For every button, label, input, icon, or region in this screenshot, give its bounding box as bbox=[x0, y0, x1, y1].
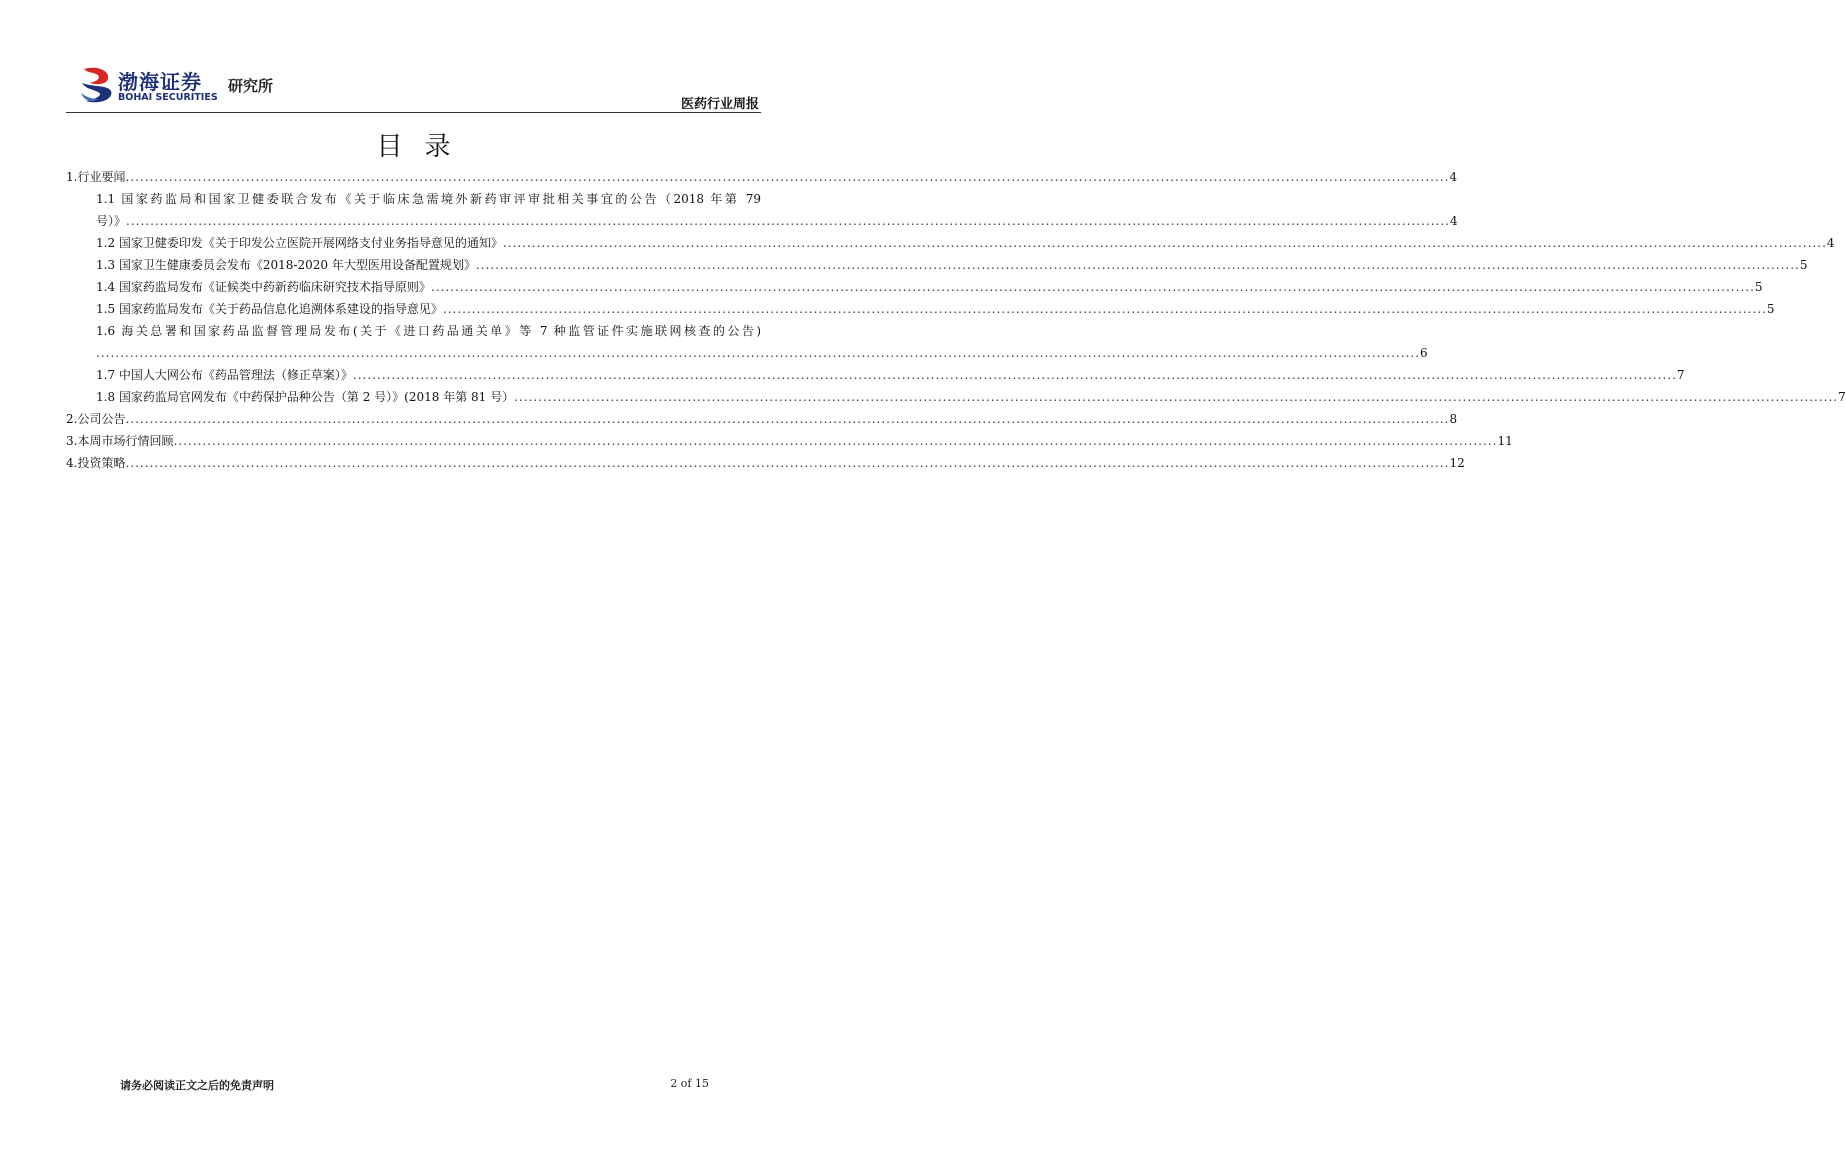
bohai-logo-icon bbox=[78, 65, 114, 105]
toc-entry-text: 4.投资策略 bbox=[66, 456, 126, 470]
toc-leader-dots bbox=[514, 386, 1838, 408]
toc-entry-text-line2: 号）》 bbox=[96, 214, 127, 228]
toc-entry-page: 4 bbox=[1450, 214, 1458, 228]
toc-entry-text: 3.本周市场行情回顾 bbox=[66, 434, 174, 448]
toc-entry-page: 8 bbox=[1449, 412, 1458, 426]
toc-entry-text: 1.4 国家药监局发布《证候类中药新药临床研究技术指导原则》 bbox=[96, 280, 431, 294]
toc-entry-1-3[interactable] bbox=[66, 254, 1808, 276]
toc-entry-3[interactable] bbox=[66, 430, 1513, 452]
toc-entry-page: 5 bbox=[1754, 280, 1763, 294]
toc-entry-1-1[interactable] bbox=[66, 188, 1458, 232]
toc-entry-page: 4 bbox=[1449, 170, 1458, 184]
toc-leader-dots bbox=[503, 232, 1827, 254]
toc-entry-text: 1.7 中国人大网公布《药品管理法（修正草案）》 bbox=[96, 368, 353, 382]
toc-entry-page: 11 bbox=[1497, 434, 1513, 448]
toc-entry-1-4[interactable] bbox=[66, 276, 1763, 298]
toc-entry-1[interactable] bbox=[66, 166, 1458, 188]
toc-entry-2[interactable] bbox=[66, 408, 1458, 430]
toc-entry-1-6[interactable] bbox=[66, 320, 1428, 364]
footer-disclaimer: 请务必阅读正文之后的免责声明 bbox=[120, 1079, 274, 1092]
toc-entry-text: 1.行业要闻 bbox=[66, 170, 126, 184]
table-of-contents bbox=[66, 166, 1846, 474]
toc-entry-text-line1: 1.6 海关总署和国家药品监督管理局发布(关于《进口药品通关单》等 7 种监管证件实施联网核查的公告) bbox=[96, 324, 761, 338]
report-type-label: 医药行业周报 bbox=[680, 97, 759, 112]
toc-entry-text: 1.2 国家卫健委印发《关于印发公立医院开展网络支付业务指导意见的通知》 bbox=[96, 236, 503, 250]
toc-leader-dots bbox=[173, 430, 1497, 452]
toc-entry-1-2[interactable] bbox=[66, 232, 1835, 254]
toc-entry-1-5[interactable] bbox=[66, 298, 1775, 320]
toc-leader-dots bbox=[96, 342, 1420, 364]
toc-leader-dots bbox=[353, 364, 1677, 386]
toc-leader-dots bbox=[431, 276, 1755, 298]
toc-entry-text: 1.8 国家药监局官网发布《中药保护品种公告（第 2 号）》(2018 年第 81 号） bbox=[96, 390, 515, 404]
toc-title: 目录 bbox=[376, 132, 473, 162]
toc-entry-page: 12 bbox=[1449, 456, 1465, 470]
toc-entry-page: 6 bbox=[1419, 346, 1428, 360]
logo-chinese-name: 渤海证券 bbox=[118, 70, 202, 94]
toc-leader-dots bbox=[125, 408, 1449, 430]
toc-entry-text: 1.5 国家药监局发布《关于药品信息化追溯体系建设的指导意见》 bbox=[96, 302, 443, 316]
toc-entry-page: 7 bbox=[1838, 390, 1846, 404]
toc-leader-dots bbox=[125, 452, 1449, 474]
toc-leader-dots bbox=[126, 210, 1450, 232]
toc-entry-4[interactable] bbox=[66, 452, 1465, 474]
toc-entry-page: 7 bbox=[1676, 368, 1685, 382]
toc-entry-1-8[interactable] bbox=[66, 386, 1846, 408]
toc-leader-dots bbox=[443, 298, 1767, 320]
toc-entry-text-line1: 1.1 国家药监局和国家卫健委联合发布《关于临床急需境外新药审评审批相关事宜的公告（2018 年第 79 bbox=[96, 192, 761, 206]
toc-leader-dots bbox=[125, 166, 1449, 188]
toc-entry-page: 5 bbox=[1766, 302, 1775, 316]
footer-page-number: 2 of 15 bbox=[670, 1077, 709, 1090]
toc-leader-dots bbox=[476, 254, 1800, 276]
toc-entry-page: 5 bbox=[1799, 258, 1808, 272]
toc-entry-page: 4 bbox=[1826, 236, 1835, 250]
toc-entry-text: 2.公司公告 bbox=[66, 412, 126, 426]
toc-entry-text: 1.3 国家卫生健康委员会发布《2018-2020 年大型医用设备配置规划》 bbox=[96, 258, 476, 272]
company-logo bbox=[78, 63, 288, 109]
logo-english-name: BOHAI SECURITIES bbox=[118, 92, 218, 103]
toc-entry-1-7[interactable] bbox=[66, 364, 1685, 386]
institute-label: 研究所 bbox=[228, 77, 274, 95]
header-divider bbox=[66, 112, 761, 113]
